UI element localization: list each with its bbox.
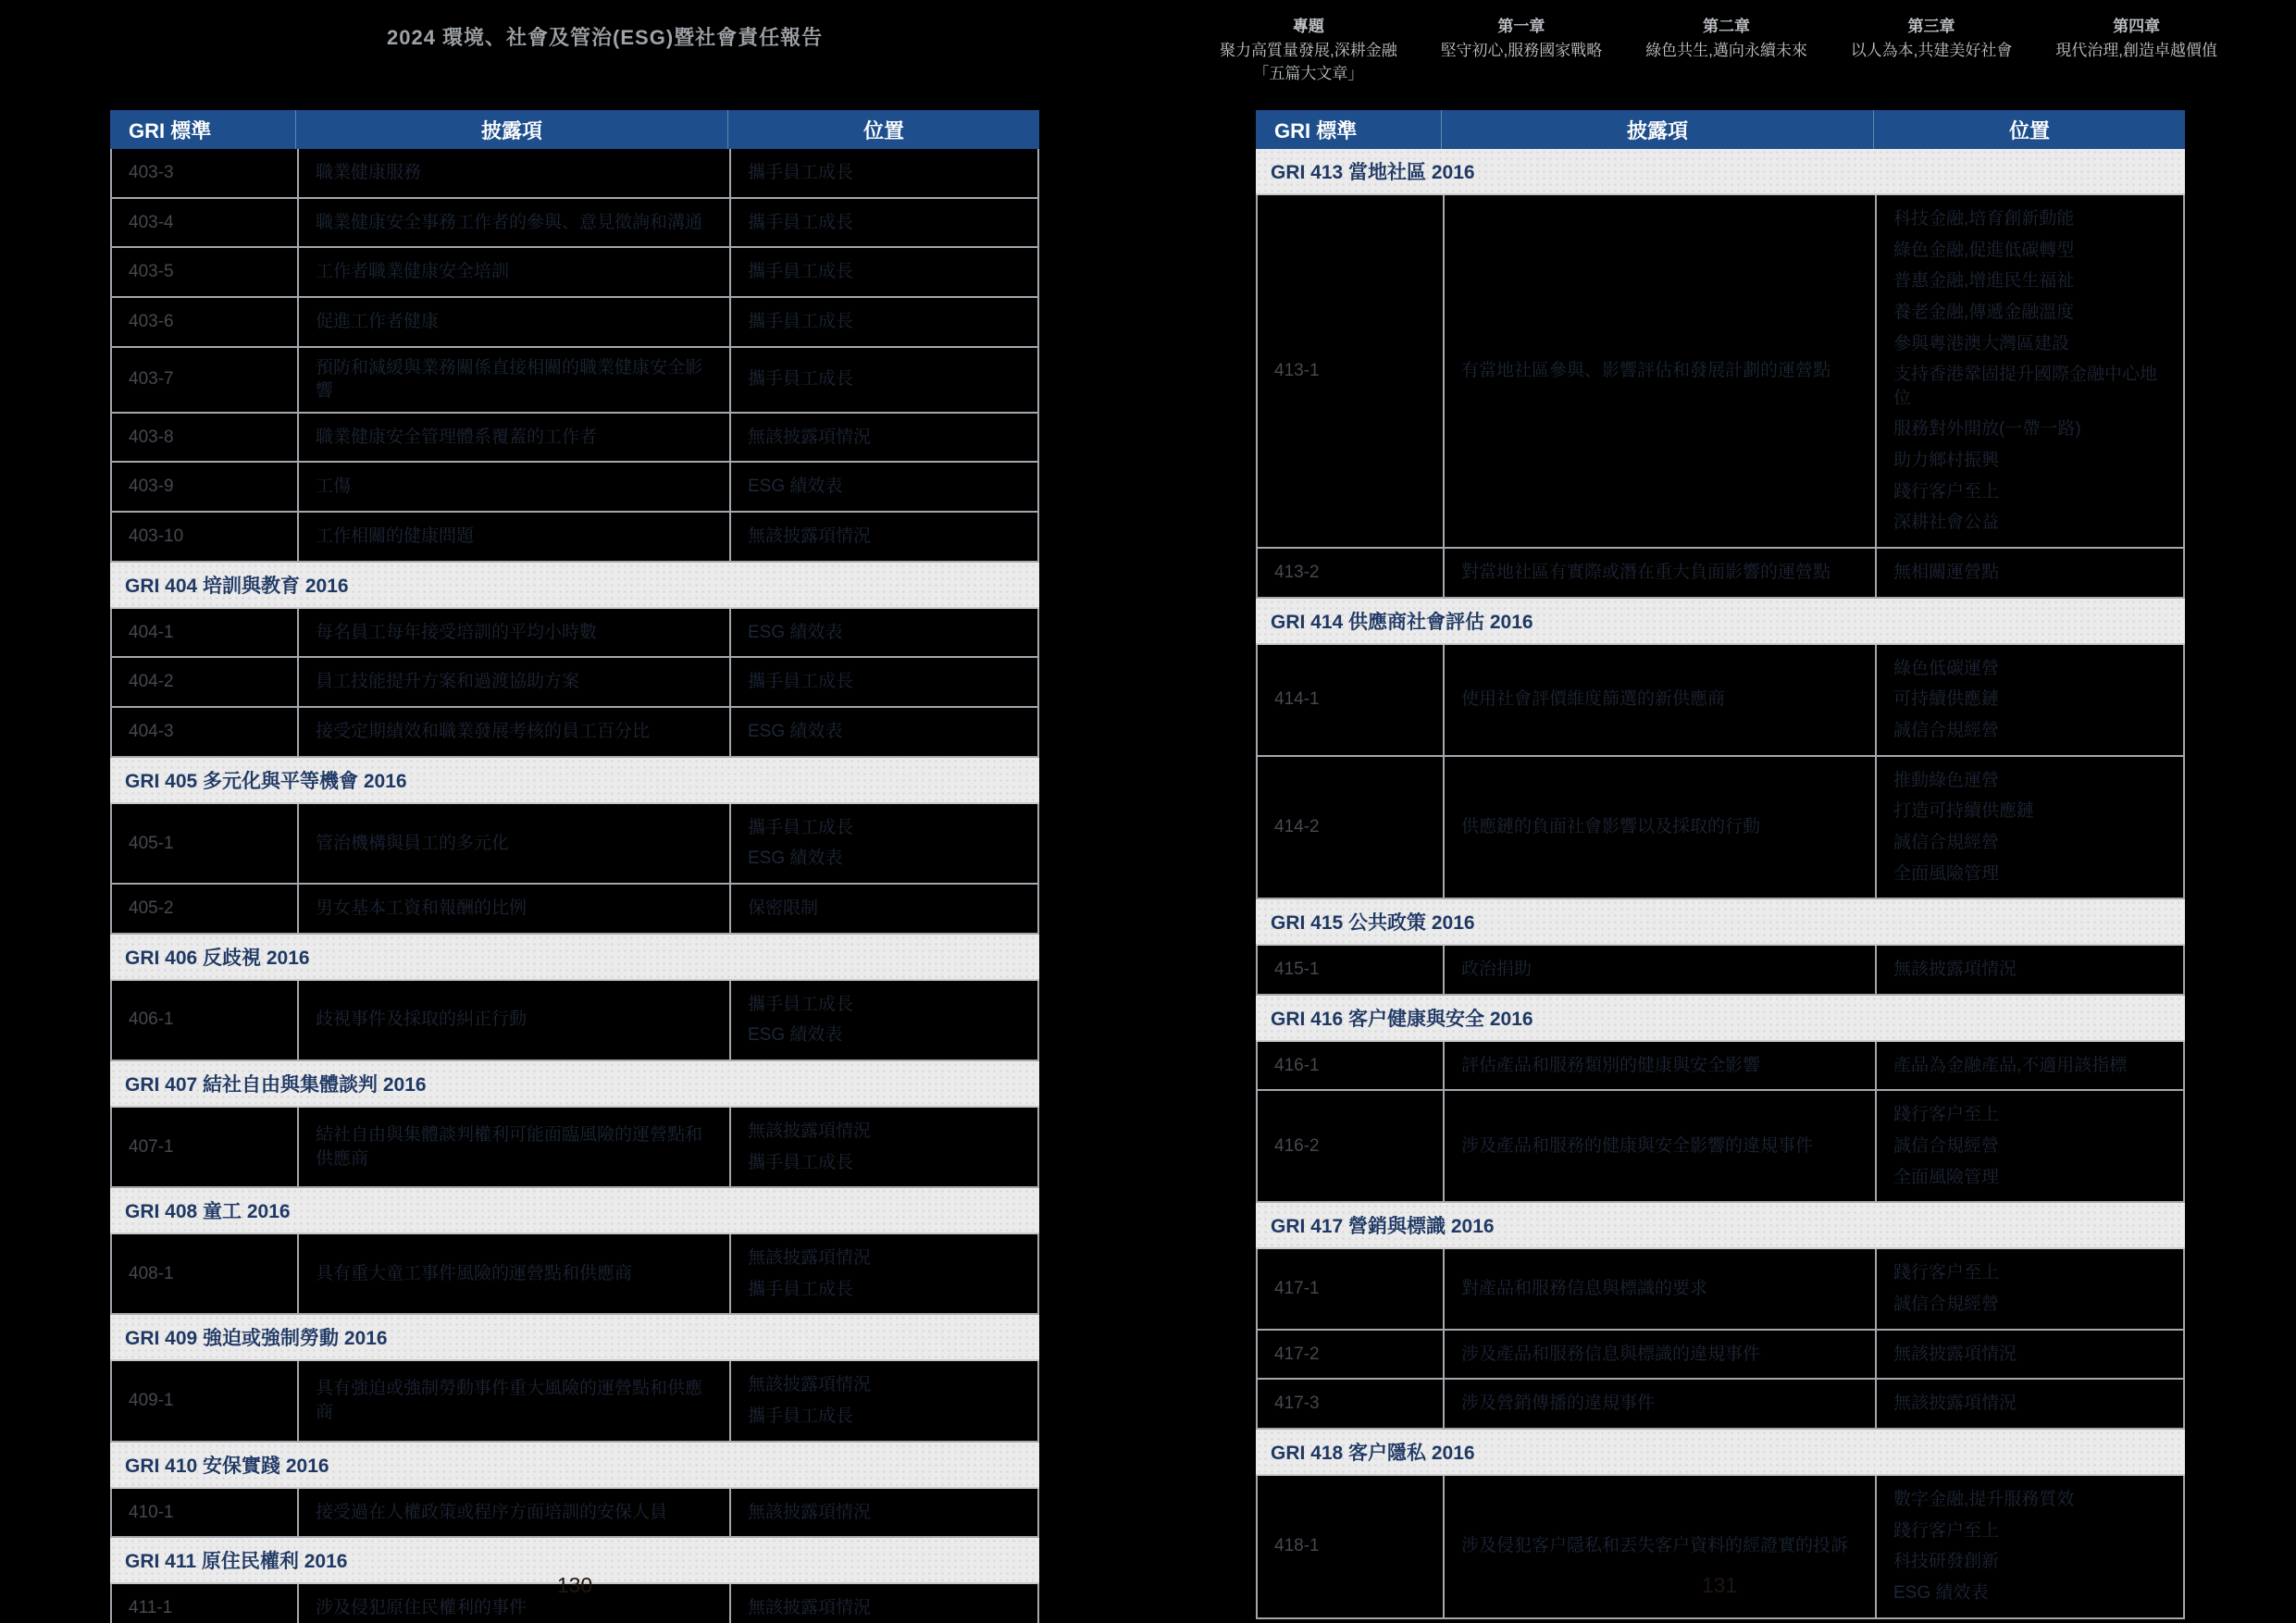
location-line: 無該披露項情況 bbox=[748, 1375, 872, 1395]
chapter-subtitle: 現代治理,創造卓越價值 bbox=[2055, 41, 2217, 59]
location-line: 攜手員工成長 bbox=[748, 1279, 854, 1299]
section-row: GRI 407 結社自由與集體談判 2016 bbox=[110, 1061, 1039, 1108]
disclosure-cell: 工傷 bbox=[297, 463, 729, 511]
location-line: 攜手員工成長 bbox=[748, 1152, 854, 1172]
chapter-nav-item bbox=[1851, 15, 2013, 86]
gri-standard-cell: 404-3 bbox=[129, 722, 174, 742]
location-cell bbox=[729, 199, 1041, 247]
location-cell bbox=[1875, 1380, 2187, 1428]
gri-standard-cell: 403-5 bbox=[129, 262, 174, 282]
chapter-title: 第一章 bbox=[1497, 18, 1545, 35]
location-cell bbox=[729, 248, 1041, 296]
location-cell bbox=[729, 1584, 1041, 1623]
location-cell bbox=[729, 149, 1041, 197]
disclosure-cell: 結社自由與集體談判權利可能面臨風險的運營點和供應商 bbox=[297, 1108, 729, 1186]
disclosure-cell: 評估產品和服務類別的健康與安全影響 bbox=[1443, 1042, 1875, 1090]
location-line: 誠信合規經營 bbox=[1893, 832, 2000, 852]
table-row bbox=[1256, 946, 2185, 996]
table-row bbox=[1256, 195, 2185, 549]
location-cell bbox=[729, 348, 1041, 412]
chapter-nav-item bbox=[1441, 15, 1603, 86]
location-cell bbox=[729, 1489, 1041, 1537]
table-row bbox=[110, 708, 1039, 758]
gri-standard-cell: 403-7 bbox=[129, 369, 174, 390]
location-cell bbox=[729, 1234, 1041, 1313]
location-cell bbox=[729, 463, 1041, 511]
table-row bbox=[110, 1234, 1039, 1315]
location-line: ESG 績效表 bbox=[748, 1025, 843, 1046]
gri-standard-cell: 405-2 bbox=[129, 898, 174, 918]
disclosure-cell: 涉及產品和服務的健康與安全影響的違規事件 bbox=[1443, 1091, 1875, 1201]
location-line: ESG 績效表 bbox=[748, 722, 843, 742]
gri-standard-cell: 403-3 bbox=[129, 163, 174, 182]
disclosure-cell: 工作者職業健康安全培訓 bbox=[297, 248, 729, 296]
table-row bbox=[110, 609, 1039, 659]
table-header-cell: 披露項 bbox=[295, 110, 727, 149]
location-line: 無該披露項情況 bbox=[748, 1121, 872, 1141]
gri-table-right bbox=[1256, 110, 2185, 1619]
disclosure-cell: 有當地社區參與、影響評估和發展計劃的運營點 bbox=[1443, 195, 1875, 547]
location-line: 無該披露項情況 bbox=[1893, 960, 2017, 980]
location-line: 助力鄉村振興 bbox=[1893, 451, 2000, 471]
location-line: 攜手員工成長 bbox=[748, 994, 854, 1014]
table-row bbox=[110, 248, 1039, 298]
disclosure-cell: 職業健康安全事務工作者的參與、意見徵詢和溝通 bbox=[297, 199, 729, 247]
gri-standard-cell: 416-2 bbox=[1274, 1136, 1320, 1157]
section-row: GRI 411 原住民權利 2016 bbox=[110, 1538, 1039, 1584]
gri-standard-cell: 404-2 bbox=[129, 672, 174, 692]
disclosure-cell: 使用社會評價維度篩選的新供應商 bbox=[1443, 645, 1875, 755]
chapter-title: 專題 bbox=[1292, 18, 1324, 35]
chapter-nav-item bbox=[2055, 15, 2217, 86]
location-cell bbox=[1875, 645, 2187, 755]
table-row bbox=[1256, 1380, 2185, 1430]
gri-standard-cell: 417-2 bbox=[1274, 1344, 1320, 1364]
location-line: 普惠金融,增進民生福祉 bbox=[1893, 271, 2075, 291]
location-line: 攜手員工成長 bbox=[748, 311, 854, 331]
location-line: 踐行客户至上 bbox=[1893, 1263, 2000, 1283]
table-row bbox=[110, 1361, 1039, 1442]
location-line: 產品為金融產品,不適用該指標 bbox=[1893, 1055, 2128, 1075]
disclosure-cell: 職業健康服務 bbox=[297, 149, 729, 197]
chapter-subtitle: 以人為本,共建美好社會 bbox=[1850, 41, 2013, 59]
gri-standard-cell: 406-1 bbox=[129, 1010, 174, 1030]
location-line: 綠色低碳運營 bbox=[1893, 658, 2000, 678]
location-cell bbox=[1875, 1476, 2187, 1617]
page-title: 2024 環境、社會及管治(ESG)暨社會責任報告 bbox=[387, 26, 824, 49]
gri-standard-cell: 403-4 bbox=[129, 212, 174, 232]
table-row bbox=[1256, 1042, 2185, 1092]
location-cell bbox=[729, 1361, 1041, 1440]
gri-standard-cell: 403-9 bbox=[129, 477, 174, 497]
disclosure-cell: 男女基本工資和報酬的比例 bbox=[297, 885, 729, 933]
chapter-nav bbox=[1220, 15, 2217, 86]
location-line: 踐行客户至上 bbox=[1893, 1105, 2000, 1125]
location-line: 無該披露項情況 bbox=[748, 1502, 872, 1522]
disclosure-cell: 涉及侵犯客户隱私和丟失客户資料的經證實的投訴 bbox=[1443, 1476, 1875, 1617]
disclosure-cell: 每名員工每年接受培訓的平均小時數 bbox=[297, 609, 729, 657]
disclosure-cell: 對當地社區有實際或潛在重大負面影響的運營點 bbox=[1443, 549, 1875, 597]
gri-standard-cell: 411-1 bbox=[129, 1598, 173, 1618]
chapter-nav-item bbox=[1645, 15, 1807, 86]
table-row bbox=[110, 414, 1039, 464]
disclosure-cell: 政治捐助 bbox=[1443, 946, 1875, 994]
location-line: 全面風險管理 bbox=[1893, 863, 2000, 884]
location-line: 推動綠色運營 bbox=[1893, 770, 2000, 790]
chapter-title: 第三章 bbox=[1907, 18, 1955, 35]
section-row: GRI 410 安保實踐 2016 bbox=[110, 1443, 1039, 1489]
location-cell bbox=[729, 804, 1041, 883]
location-line: 攜手員工成長 bbox=[748, 1406, 854, 1427]
disclosure-cell: 工作相關的健康問題 bbox=[297, 513, 729, 561]
gri-table-left bbox=[110, 110, 1039, 1623]
disclosure-cell: 接受定期績效和職業發展考核的員工百分比 bbox=[297, 708, 729, 756]
location-cell bbox=[729, 609, 1041, 657]
gri-standard-cell: 407-1 bbox=[129, 1136, 174, 1157]
location-line: 打造可持續供應鏈 bbox=[1893, 801, 2035, 822]
table-header-cell: 位置 bbox=[1873, 110, 2185, 149]
gri-standard-cell: 409-1 bbox=[129, 1391, 174, 1411]
section-row: GRI 418 客户隱私 2016 bbox=[1256, 1430, 2185, 1476]
location-line: 誠信合規經營 bbox=[1893, 1295, 2000, 1315]
location-line: 攜手員工成長 bbox=[748, 163, 854, 182]
gri-standard-cell: 408-1 bbox=[129, 1263, 174, 1283]
table-row bbox=[110, 804, 1039, 885]
location-cell bbox=[1875, 757, 2187, 898]
location-line: ESG 績效表 bbox=[748, 849, 843, 869]
location-cell bbox=[1875, 946, 2187, 994]
disclosure-cell: 接受過在人權政策或程序方面培訓的安保人員 bbox=[297, 1489, 729, 1537]
gri-standard-cell: 414-1 bbox=[1274, 689, 1320, 710]
section-row: GRI 408 童工 2016 bbox=[110, 1188, 1039, 1234]
disclosure-cell: 管治機構與員工的多元化 bbox=[297, 804, 729, 883]
location-line: 綠色金融,促進低碳轉型 bbox=[1893, 240, 2075, 260]
location-cell bbox=[729, 658, 1041, 706]
disclosure-cell: 歧視事件及採取的糾正行動 bbox=[297, 981, 729, 1059]
table-row bbox=[1256, 645, 2185, 757]
table-row bbox=[110, 1489, 1039, 1539]
section-row: GRI 416 客户健康與安全 2016 bbox=[1256, 996, 2185, 1042]
location-line: 無該披露項情況 bbox=[1893, 1344, 2017, 1364]
location-line: 踐行客户至上 bbox=[1893, 481, 2000, 502]
section-row: GRI 405 多元化與平等機會 2016 bbox=[110, 758, 1039, 804]
location-line: 攜手員工成長 bbox=[748, 262, 854, 282]
disclosure-cell: 具有強迫或強制勞動事件重大風險的運營點和供應商 bbox=[297, 1361, 729, 1440]
chapter-title: 第二章 bbox=[1702, 18, 1750, 35]
disclosure-cell: 員工技能提升方案和過渡協助方案 bbox=[297, 658, 729, 706]
table-row bbox=[110, 463, 1039, 513]
location-line: ESG 績效表 bbox=[748, 622, 843, 642]
chapter-nav-item bbox=[1220, 15, 1397, 86]
location-cell bbox=[1875, 549, 2187, 597]
gri-standard-cell: 414-2 bbox=[1274, 817, 1320, 837]
table-header-cell: GRI 標準 bbox=[129, 118, 212, 142]
location-line: 數字金融,提升服務質效 bbox=[1893, 1489, 2075, 1509]
location-line: 服務對外開放(一帶一路) bbox=[1893, 419, 2081, 440]
location-line: 全面風險管理 bbox=[1893, 1167, 2000, 1187]
location-cell bbox=[1875, 195, 2187, 547]
table-header-cell: 位置 bbox=[727, 110, 1039, 149]
location-cell bbox=[729, 414, 1041, 462]
chapter-subtitle: 聚力高質量發展,深耕金融 bbox=[1220, 41, 1397, 59]
table-header-row bbox=[1256, 110, 2185, 149]
location-line: 科技金融,培育創新動能 bbox=[1893, 209, 2075, 229]
location-line: 保密限制 bbox=[748, 898, 819, 918]
gri-standard-cell: 415-1 bbox=[1274, 960, 1320, 980]
section-row: GRI 409 強迫或強制勞動 2016 bbox=[110, 1315, 1039, 1361]
table-header-cell: GRI 標準 bbox=[1274, 118, 1358, 142]
table-row bbox=[110, 981, 1039, 1061]
table-row bbox=[1256, 549, 2185, 599]
chapter-subtitle: 「五篇大文章」 bbox=[1253, 65, 1364, 82]
location-line: 無該披露項情況 bbox=[748, 527, 872, 547]
section-row: GRI 417 營銷與標識 2016 bbox=[1256, 1203, 2185, 1249]
location-line: 踐行客户至上 bbox=[1893, 1520, 2000, 1541]
location-line: 可持續供應鏈 bbox=[1893, 689, 2000, 710]
location-line: 攜手員工成長 bbox=[748, 369, 854, 390]
location-line: 攜手員工成長 bbox=[748, 672, 854, 692]
table-row bbox=[110, 149, 1039, 199]
location-line: 攜手員工成長 bbox=[748, 817, 854, 837]
location-line: 無該披露項情況 bbox=[748, 427, 872, 447]
table-row bbox=[1256, 1331, 2185, 1381]
page-number-right: 131 bbox=[1701, 1573, 1738, 1597]
gri-standard-cell: 416-1 bbox=[1274, 1055, 1320, 1075]
table-row bbox=[110, 199, 1039, 249]
table-header-cell: 披露項 bbox=[1441, 110, 1873, 149]
location-line: ESG 績效表 bbox=[748, 477, 843, 497]
location-line: 無該披露項情況 bbox=[748, 1248, 872, 1269]
table-row bbox=[110, 298, 1039, 348]
section-row: GRI 404 培訓與教育 2016 bbox=[110, 563, 1039, 609]
location-line: 參與粵港澳大灣區建設 bbox=[1893, 333, 2070, 353]
section-row: GRI 406 反歧視 2016 bbox=[110, 935, 1039, 981]
location-cell bbox=[729, 513, 1041, 561]
chapter-title: 第四章 bbox=[2113, 18, 2161, 35]
disclosure-cell: 供應鏈的負面社會影響以及採取的行動 bbox=[1443, 757, 1875, 898]
table-row bbox=[1256, 1249, 2185, 1330]
gri-standard-cell: 403-8 bbox=[129, 427, 174, 447]
location-cell bbox=[729, 885, 1041, 933]
gri-standard-cell: 413-1 bbox=[1274, 361, 1320, 381]
disclosure-cell: 職業健康安全管理體系覆蓋的工作者 bbox=[297, 414, 729, 462]
location-line: 科技研發創新 bbox=[1893, 1552, 2000, 1572]
section-row: GRI 415 公共政策 2016 bbox=[1256, 899, 2185, 946]
disclosure-cell: 涉及營銷傳播的違規事件 bbox=[1443, 1380, 1875, 1428]
table-row bbox=[1256, 757, 2185, 900]
location-line: 無該披露項情況 bbox=[1893, 1394, 2017, 1414]
location-cell bbox=[729, 298, 1041, 346]
gri-standard-cell: 403-6 bbox=[129, 311, 174, 331]
gri-standard-cell: 405-1 bbox=[129, 833, 174, 853]
disclosure-cell: 涉及產品和服務信息與標識的違規事件 bbox=[1443, 1331, 1875, 1379]
location-line: 攜手員工成長 bbox=[748, 212, 854, 232]
location-cell bbox=[1875, 1249, 2187, 1328]
table-row bbox=[110, 513, 1039, 563]
location-line: 深耕社會公益 bbox=[1893, 513, 2000, 533]
disclosure-cell: 對產品和服務信息與標識的要求 bbox=[1443, 1249, 1875, 1328]
table-row bbox=[110, 658, 1039, 708]
location-cell bbox=[729, 708, 1041, 756]
location-cell bbox=[1875, 1331, 2187, 1379]
gri-standard-cell: 413-2 bbox=[1274, 563, 1320, 583]
location-line: 無相關運營點 bbox=[1893, 563, 2000, 583]
table-row bbox=[1256, 1091, 2185, 1203]
gri-standard-cell: 418-1 bbox=[1274, 1536, 1320, 1556]
gri-standard-cell: 417-3 bbox=[1274, 1394, 1320, 1414]
table-row bbox=[110, 885, 1039, 935]
gri-standard-cell: 410-1 bbox=[129, 1502, 174, 1522]
location-cell bbox=[1875, 1042, 2187, 1090]
disclosure-cell: 促進工作者健康 bbox=[297, 298, 729, 346]
location-line: 無該披露項情況 bbox=[748, 1598, 872, 1618]
location-cell bbox=[729, 981, 1041, 1059]
table-header-row bbox=[110, 110, 1039, 149]
section-row: GRI 413 當地社區 2016 bbox=[1256, 149, 2185, 195]
disclosure-cell: 涉及侵犯原住民權利的事件 bbox=[297, 1584, 729, 1623]
gri-standard-cell: 417-1 bbox=[1274, 1279, 1320, 1299]
chapter-subtitle: 堅守初心,服務國家戰略 bbox=[1440, 41, 1603, 59]
disclosure-cell: 具有重大童工事件風險的運營點和供應商 bbox=[297, 1234, 729, 1313]
location-line: 誠信合規經營 bbox=[1893, 720, 2000, 740]
chapter-subtitle: 綠色共生,邁向永續未來 bbox=[1645, 41, 1807, 59]
location-line: 支持香港鞏固提升國際金融中心地位 bbox=[1893, 365, 2158, 408]
page-number-left: 130 bbox=[556, 1573, 593, 1597]
gri-standard-cell: 403-10 bbox=[129, 527, 184, 547]
table-row bbox=[110, 348, 1039, 414]
location-line: 誠信合規經營 bbox=[1893, 1136, 2000, 1157]
location-cell bbox=[729, 1108, 1041, 1186]
location-cell bbox=[1875, 1091, 2187, 1201]
gri-standard-cell: 404-1 bbox=[129, 622, 174, 642]
disclosure-cell: 預防和減緩與業務關係直接相關的職業健康安全影響 bbox=[297, 348, 729, 412]
location-line: ESG 績效表 bbox=[1893, 1582, 1989, 1603]
location-line: 養老金融,傳遞金融溫度 bbox=[1893, 302, 2075, 322]
section-row: GRI 414 供應商社會評估 2016 bbox=[1256, 599, 2185, 645]
table-row bbox=[110, 1108, 1039, 1188]
